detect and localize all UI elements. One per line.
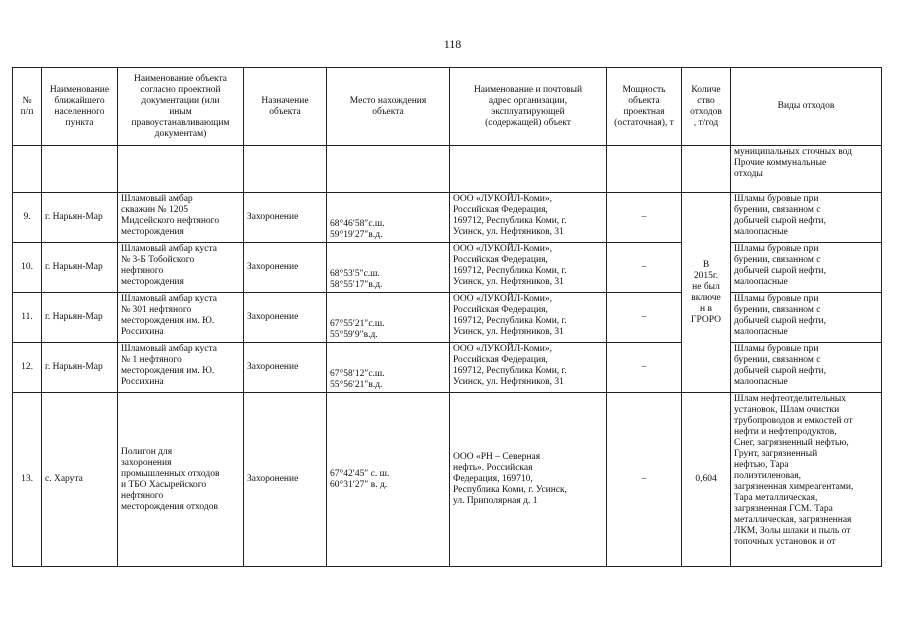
- cell-empty: [327, 146, 450, 193]
- cell-location: 68°53′5″с.ш. 58°55′17″в.д.: [327, 243, 450, 293]
- table-row: [13, 393, 882, 567]
- cell-num: 9.: [13, 193, 42, 243]
- cell-purpose: Захоронение: [244, 343, 327, 393]
- cell-capacity: –: [607, 393, 682, 567]
- table-row-continuation: [13, 146, 882, 193]
- header-quantity: Количе ство отходов , т/год: [682, 68, 731, 146]
- page-number: 118: [443, 37, 462, 51]
- cell-quantity: 0,604: [682, 393, 731, 567]
- header-operator: Наименование и почтовый адрес организации, эксплуатирующей (содержащей) объект: [450, 68, 607, 146]
- cell-object-name: Шламовый амбар скважин № 1205 Мидсейского нефтяного месторождения: [118, 193, 244, 243]
- header-object-name: Наименование объекта согласно проектной документации (или иным правоустанавливающим документам): [118, 68, 244, 146]
- cell-object-name: Полигон для захоронения промышленных отходов и ТБО Хасырейского нефтяного месторождения отходов: [118, 393, 244, 567]
- header-purpose: Назначение объекта: [244, 68, 327, 146]
- cell-operator: ООО «РН – Северная нефть». Российская Федерация, 169710, Республика Коми, г. Усинск, ул. Приполярная д. 1: [450, 393, 607, 567]
- cell-location: 67°42′45″ с. ш. 60°31′27″ в. д.: [327, 393, 450, 567]
- cell-capacity: –: [607, 343, 682, 393]
- cell-settlement: г. Нарьян-Мар: [42, 293, 118, 343]
- header-settlement: Наименование ближайшего населенного пункта: [42, 68, 118, 146]
- cell-object-name: Шламовый амбар куста № 301 нефтяного месторождения им. Ю. Россихина: [118, 293, 244, 343]
- cell-location: 67°55′21″с.ш. 55°59′9″в.д.: [327, 293, 450, 343]
- cell-location: 68°46′58″с.ш. 59°19′27″в.д.: [327, 193, 450, 243]
- cell-object-name: Шламовый амбар куста № 1 нефтяного месторождения им. Ю. Россихина: [118, 343, 244, 393]
- cell-purpose: Захоронение: [244, 243, 327, 293]
- header-waste-types: Виды отходов: [731, 68, 882, 146]
- table-row: [13, 243, 882, 293]
- cell-purpose: Захоронение: [244, 293, 327, 343]
- cell-settlement: с. Харута: [42, 393, 118, 567]
- cell-empty: [244, 146, 327, 193]
- cell-quantity-merged: В 2015г. не был включе н в ГРОРО: [682, 193, 731, 393]
- cell-purpose: Захоронение: [244, 193, 327, 243]
- cell-waste-types: Шлам нефтеотделительных установок, Шлам очистки трубопроводов и емкостей от нефти и нефтепродуктов, Снег, загрязненный нефтью, Грунт, загрязненный нефтью, Тара полиэтиленовая, загрязненная химреагентами, Тара металлическая, загрязненная ГСМ. Тара металлическая, загрязненная ЛКМ, Золы шлаки и пыль от топочных установок и от: [731, 393, 882, 567]
- waste-facilities-table: [12, 67, 882, 567]
- table-row: [13, 343, 882, 393]
- table-row: [13, 293, 882, 343]
- cell-num: 11.: [13, 293, 42, 343]
- cell-empty: [682, 146, 731, 193]
- cell-waste-types: Шламы буровые при бурении, связанном с добычей сырой нефти, малоопасные: [731, 243, 882, 293]
- cell-waste-types: муниципальных сточных вод Прочие коммунальные отходы: [731, 146, 882, 193]
- cell-operator: ООО «ЛУКОЙЛ-Коми», Российская Федерация, 169712, Республика Коми, г. Усинск, ул. Нефтяников, 31: [450, 343, 607, 393]
- cell-operator: ООО «ЛУКОЙЛ-Коми», Российская Федерация, 169712, Республика Коми, г. Усинск, ул. Нефтяников, 31: [450, 293, 607, 343]
- cell-empty: [13, 146, 42, 193]
- cell-location: 67°58′12″с.ш. 55°56′21″в.д.: [327, 343, 450, 393]
- cell-settlement: г. Нарьян-Мар: [42, 243, 118, 293]
- cell-operator: ООО «ЛУКОЙЛ-Коми», Российская Федерация, 169712, Республика Коми, г. Усинск, ул. Нефтяников, 31: [450, 243, 607, 293]
- cell-operator: ООО «ЛУКОЙЛ-Коми», Российская Федерация, 169712, Республика Коми, г. Усинск, ул. Нефтяников, 31: [450, 193, 607, 243]
- cell-empty: [42, 146, 118, 193]
- cell-capacity: –: [607, 193, 682, 243]
- table-header-row: [13, 68, 882, 146]
- cell-empty: [607, 146, 682, 193]
- table-row: [13, 193, 882, 243]
- cell-num: 12.: [13, 343, 42, 393]
- cell-capacity: –: [607, 243, 682, 293]
- cell-num: 13.: [13, 393, 42, 567]
- cell-empty: [450, 146, 607, 193]
- cell-empty: [118, 146, 244, 193]
- cell-num: 10.: [13, 243, 42, 293]
- header-capacity: Мощность объекта проектная (остаточная), т: [607, 68, 682, 146]
- cell-purpose: Захоронение: [244, 393, 327, 567]
- cell-waste-types: Шламы буровые при бурении, связанном с добычей сырой нефти, малоопасные: [731, 293, 882, 343]
- cell-object-name: Шламовый амбар куста № 3-Б Тобойского нефтяного месторождения: [118, 243, 244, 293]
- cell-waste-types: Шламы буровые при бурении, связанном с добычей сырой нефти, малоопасные: [731, 193, 882, 243]
- header-num: № п/п: [13, 68, 42, 146]
- cell-settlement: г. Нарьян-Мар: [42, 193, 118, 243]
- cell-settlement: г. Нарьян-Мар: [42, 343, 118, 393]
- cell-capacity: –: [607, 293, 682, 343]
- cell-waste-types: Шламы буровые при бурении, связанном с добычей сырой нефти, малоопасные: [731, 343, 882, 393]
- header-location: Место нахождения объекта: [327, 68, 450, 146]
